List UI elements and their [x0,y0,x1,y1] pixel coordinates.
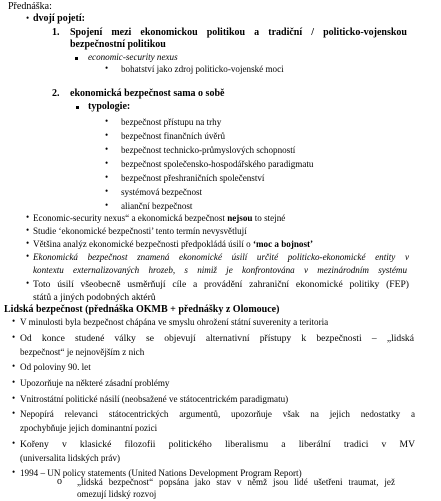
bullet-icon: • [12,316,16,326]
bullet-icon: • [26,212,30,222]
list-item-definition-human-security-cont: omezují lidský rozvoj [77,489,157,499]
bullet-icon: • [12,467,16,477]
list-item-analyses: Většina analýz ekonomické bezpečnosti předpokládá úsilí o ‘moc a bojnost’ [33,239,314,249]
list-item-cold-war-cont: bezpečnost“ je nejnovějším z nich [20,347,145,357]
list-item-connection-cont: bezpečnostní politikou [70,39,166,50]
list-item-relevance-cont: zpochybňuje jejich dominantní pozici [20,423,158,433]
list-item-nexus-not-same: Economic-security nexus“ a ekonomická bezpečnost nejsou to stejné [33,213,286,223]
bullet-icon: • [26,278,30,288]
bullet-icon: • [12,408,16,418]
list-item-mid-90s: Od poloviny 90. let [20,362,91,372]
list-item-definition-human-security: „lidská bezpečnost“ popsána jako stav v němž jsou lidé ušetřeni traumat, jež [77,477,395,487]
list-item-undp: 1994 – UN policy statements (United Nations Development Program Report) [20,468,302,478]
typology-item: bezpečnost finančních úvěrů [121,131,226,141]
list-item-fep: Toto úsilí všeobecně usměrňují cíle a provádění zahraniční ekonomické politiky (FEP) [33,279,409,290]
bullet-small-icon: • [105,186,109,196]
heading-prednaska: Přednáška: [8,1,52,12]
bullet-small-icon: • [105,144,109,154]
typology-item: bezpečnost společensko-hospodářského paradigmatu [121,159,314,169]
list-item-studies: Studie ‘ekonomické bezpečnosti’ tento termín nevysvětlují [33,226,247,236]
list-item-violence: Vnitrostátní politické násilí (neobsažené ve státocentrickém paradigmatu) [20,394,289,404]
bullet-square-icon [75,57,78,60]
typology-item: bezpečnost přístupu na trhy [121,117,222,127]
bullet-icon: • [12,377,16,387]
list-item-definition: Ekonomická bezpečnost znamená ekonomické úsilí určité politicko-ekonomické entity v [33,252,409,262]
bullet-circle-icon: o [57,476,62,487]
bullet-icon: • [12,393,16,403]
list-item-roots: Kořeny v klasické filozofii politického liberalismu a liberální tradici v MV [20,439,415,450]
list-item-dual-concept: dvojí pojetí: [33,13,85,24]
list-item-typology: typologie: [88,101,131,112]
list-item-economic-security: ekonomická bezpečnost sama o sobě [70,88,225,99]
bullet-small-icon: • [105,172,109,182]
bullet-small-icon: • [105,200,109,210]
typology-item: systémová bezpečnost [121,187,203,197]
section-heading-human-security: Lidská bezpečnost (přednáška OKMB + přednášky z Olomouce) [4,304,280,315]
typology-item: bezpečnost technicko-průmyslových schopností [121,145,296,155]
list-number-2: 2. [52,88,60,99]
list-item-roots-cont: (universalita lidských práv) [20,453,121,463]
list-item-problems: Upozorňuje na některé zásadní problémy [20,378,170,388]
list-item-definition-cont: kontextu externalizovaných hrozeb, s nimiž je konfrontována v mezinárodním systému [33,265,407,275]
bullet-icon: • [26,13,30,23]
typology-item: bezpečnost přeshraničních společenství [121,173,265,183]
bullet-square-icon [76,106,79,109]
bullet-icon: • [26,238,30,248]
bullet-small-icon: • [105,63,109,73]
bullet-icon: • [26,251,30,261]
bullet-icon: • [12,438,16,448]
list-number-1: 1. [52,27,60,38]
list-item-wealth: bohatství jako zdroj politicko-vojenské moci [121,64,284,74]
bullet-icon: • [12,361,16,371]
list-item-connection: Spojení mezi ekonomickou politikou a tradiční / politicko-vojenskou [70,27,407,38]
list-item-past: V minulosti byla bezpečnost chápána ve smyslu ohrožení státní suverenity a teritoria [20,317,329,327]
list-item-fep-cont: států a jiných podobných aktérů [33,292,156,303]
bullet-icon: • [26,225,30,235]
list-item-nexus: economic-security nexus [88,52,178,62]
typology-item: alianční bezpečnost [121,201,193,211]
bullet-small-icon: • [105,158,109,168]
bullet-small-icon: • [105,116,109,126]
list-item-relevance: Nepopírá relevanci státocentrických argumentů, upozorňuje však na jejich nedostatky a [20,409,415,419]
list-item-cold-war: Od konce studené války se objevují alternativní přístupy k bezpečnosti – „lidská [20,333,414,344]
bullet-icon: • [12,332,16,342]
bullet-small-icon: • [105,130,109,140]
